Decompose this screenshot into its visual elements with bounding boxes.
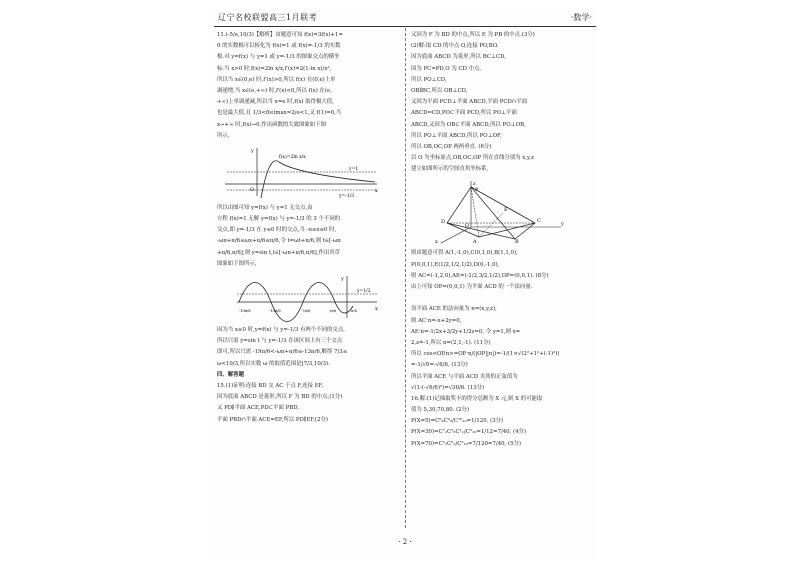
text-line: 所以由图可知 y=f(x) 与 y=1 无交点,由 — [217, 204, 313, 211]
text-line: 也是最大值,且 1/3<f(e)max=2/e<1,又 f(1)=0,当 — [217, 110, 342, 117]
line-label: y=-1/3 — [339, 193, 355, 199]
text-line: 所以平面 ACE 与平面 ACD 夹角的正弦值为 — [411, 373, 518, 380]
page-header — [214, 10, 596, 27]
text-line: 交点,即 y=-1/3 在 y≤0 时的交点,当 -π≤x≤0 时, — [217, 227, 337, 234]
text-line: 所以 PO⊥CD, — [411, 76, 447, 83]
tick-label: π/6 — [351, 309, 357, 313]
text-line: 11.(-5/e,10/3)【解析】由题意可知 f(x)=3f(x)+1= — [217, 32, 343, 38]
text-line: 16.解:(1)记抽取奖卡的得分总额为 X 元,则 X 的可能取 — [411, 395, 543, 402]
text-line: ω<10/3,所以实数 ω 的取值范围是[7/3,10/3). — [217, 360, 330, 367]
text-line: 所以只需 y=sin t 与 y=-1/3 在该区间上有三个交点 — [217, 338, 343, 345]
axis-label: z — [473, 181, 476, 188]
text-line: √(1-(-√6/6)²)=√30/6. (13分) — [411, 384, 485, 391]
text-line: ABCD=CD,PO⊂平面 PCD,所以 PO⊥平面 — [411, 110, 517, 117]
text-line: 因为当 x≥0 时,y=f(x) 与 y=-1/3 有两个不同的交点, — [217, 327, 345, 333]
pyramid-diagram-figure — [411, 177, 592, 245]
vertex-label: C — [537, 218, 541, 225]
text-line: 又因为平面 PCD⊥平面 ABCD,平面 PCD∩平面 — [411, 99, 528, 106]
vertex-label: B — [515, 239, 519, 246]
vertex-label: D — [441, 219, 446, 226]
text-line: (2)解:取 CD 的中点 O,连接 PO,BO. — [411, 43, 499, 50]
text-line: 又 PD∥平面 ACE,PD⊂平面 PBD, — [217, 405, 300, 412]
y-axis-label: y — [341, 276, 344, 282]
text-line: 图象如下图所示, — [217, 260, 257, 267]
text-line: OB∥BC,所以 OB⊥CD, — [411, 87, 468, 94]
text-line: 以 O 为坐标原点,OB,OC,OP 所在直线分别为 x,y,z — [411, 155, 534, 162]
right-column — [411, 30, 592, 450]
text-line: 因为 PC=PD,O 为 CD 中点, — [411, 65, 482, 72]
text-line: 所示, — [217, 132, 230, 139]
text-line: 0 的实数根可以转化为 f(x)=1 或 f(x)=-1/3 的实数 — [217, 43, 341, 50]
axis-label: x — [435, 239, 438, 246]
text-line: P(X=70)=C²₇C²₃/C³₁₀=7/120=7/40, (5分) — [411, 440, 522, 447]
sine-graph-figure — [217, 272, 387, 322]
axis-label: y — [561, 221, 564, 228]
text-line: +∞)上单调递减,所以当 x=e 时,f(x) 取得极大值, — [217, 99, 334, 106]
text-line: 标.当 x>0 时,f(x)=2ln x/x,f′(x)=2(1-ln x)/x², — [217, 65, 332, 72]
text-line: 2,z=-1,所以 n=(2,1,-1). (11分) — [411, 339, 491, 346]
text-line: 所以当 x∈(0,e) 时,f′(x)>0,所以 f(x) 在(0,e)上单 — [217, 76, 336, 83]
text-line: 平面 PBD∩平面 ACE=EF,所以 PD∥EF,(2分) — [217, 416, 328, 423]
text-line: -ωπ+π/6≤ωx+π/6≤π/6,令 t=ωt+π/6,则 t∈[-ωπ — [217, 238, 341, 245]
origin-label: O — [250, 186, 255, 193]
text-line: P(0,0,1),E(1/2,1/2,1/2),D(0,-1,0), — [411, 261, 500, 268]
line-label: y=1 — [349, 166, 359, 172]
text-line: 即可,所以只需 -19π/6<-ωπ+π/6≤-13π/6,解得 7/3≤ — [217, 349, 348, 356]
text-line: 由上可知 OP=(0,0,1) 为平面 ACD 的一个法向量. — [411, 284, 533, 290]
text-line: 调递增,当 x∈(e,+∞) 时,f′(x)<0,所以 f(x) 在(e, — [217, 87, 332, 94]
text-line: 值为 5,30,70,80. (2分) — [411, 407, 470, 414]
tick-label: -19π/6 — [239, 309, 251, 313]
tick-label: -π/6 — [329, 309, 337, 313]
tick-label: -13π/6 — [269, 309, 281, 313]
x-axis-label: x — [375, 187, 378, 194]
x-axis-label: x — [375, 306, 378, 312]
function-graph-figure — [217, 144, 387, 200]
vertex-label: A — [473, 239, 477, 246]
left-column — [217, 30, 398, 426]
header-title: 辽宁名校联盟高三1月联考 — [218, 13, 318, 22]
vertex-label: E — [504, 207, 508, 214]
curve-label: f(x)=2ln x/x — [279, 154, 306, 160]
text-line: 则 AC·n=-x+2y=0, — [411, 317, 462, 324]
column-divider — [405, 28, 406, 528]
vertex-label: O — [465, 223, 470, 230]
text-line: ABCD,又因为 OB⊂平面 ABCD,所以 PO⊥OB, — [411, 121, 526, 128]
text-line: 所以 OB,OC,OP 两两垂直. (6分) — [411, 143, 492, 150]
text-line: 建立如图所示的空间直角坐标系, — [411, 166, 489, 173]
section-title: 四、解答题 — [217, 371, 244, 378]
text-line: 所以 cos<OP,n>=OP·n/(|OP||n|)=-1/(1×√(2²+1²+(-1)²)) — [411, 351, 560, 358]
text-line: 因为底面 ABCD 是菱形,所以 F 为 BD 的中点,(1分) — [217, 394, 343, 401]
tick-label: -7π/6 — [301, 309, 311, 313]
header-subject: ·数学· — [570, 13, 592, 22]
text-line: +π/6,π/6],则 y=sin t,t∈[-ωπ+π/6,π/6],作出其草 — [217, 249, 341, 256]
text-line: P(X=30)=C⁷₁C²₈C¹₁/C³₁₀=1/12=7/40, (4分) — [411, 429, 527, 436]
text-line: AE·n=-1/2x+3/2y+1/2z=0, 令 y=1,则 x= — [411, 328, 521, 335]
text-line: 因为底面 ABCD 为菱形,所以 BC⊥CD, — [411, 54, 506, 61]
text-line: 方程 f(x)=1 无解 y=f(x) 与 y=-1/3 的 3 个不同的 — [217, 216, 341, 223]
text-line: 15.(1)证明:连接 BD 交 AC 于点 F,连接 EF. — [217, 382, 324, 389]
text-line: 则 AC=(-1,2,0),AE=(-1/2,3/2,1/2),OP=(0,0,1). (8分) — [411, 272, 549, 279]
vertex-label: P — [475, 187, 479, 194]
text-line: 所以 PO⊥平面 ABCD,所以 PO⊥OF, — [411, 132, 502, 139]
text-line: P(X=5)=C⁶₈C⁴₂/C¹⁰₁₀=1/120, (3分) — [411, 418, 504, 425]
exam-page — [214, 10, 596, 558]
line-label: y=1/2 — [357, 289, 371, 294]
text-line: x→+∞ 时,f(x)→0,作出函数的大致图象如下图 — [217, 121, 326, 128]
text-line: 设平面 ACE 的法向量为 n=(x,y,z), — [411, 306, 497, 313]
text-line — [411, 293, 592, 304]
text-line: 则由题意可得 A(1,-1,0),C(0,1,0),B(1,1,0), — [411, 250, 518, 257]
page-number: · 2 · — [398, 538, 412, 546]
text-line: =-1/√6=-√6/6, (13分) — [411, 362, 468, 369]
text-line: 又因为 F 为 BD 的中点,所以 E 为 PB 的中点.(3分) — [411, 32, 535, 38]
y-axis-label: y — [251, 147, 254, 154]
text-line: 根.对 y=f(x) 与 y=1 或 y=-1/3 的图象交点的横坐 — [217, 54, 340, 61]
